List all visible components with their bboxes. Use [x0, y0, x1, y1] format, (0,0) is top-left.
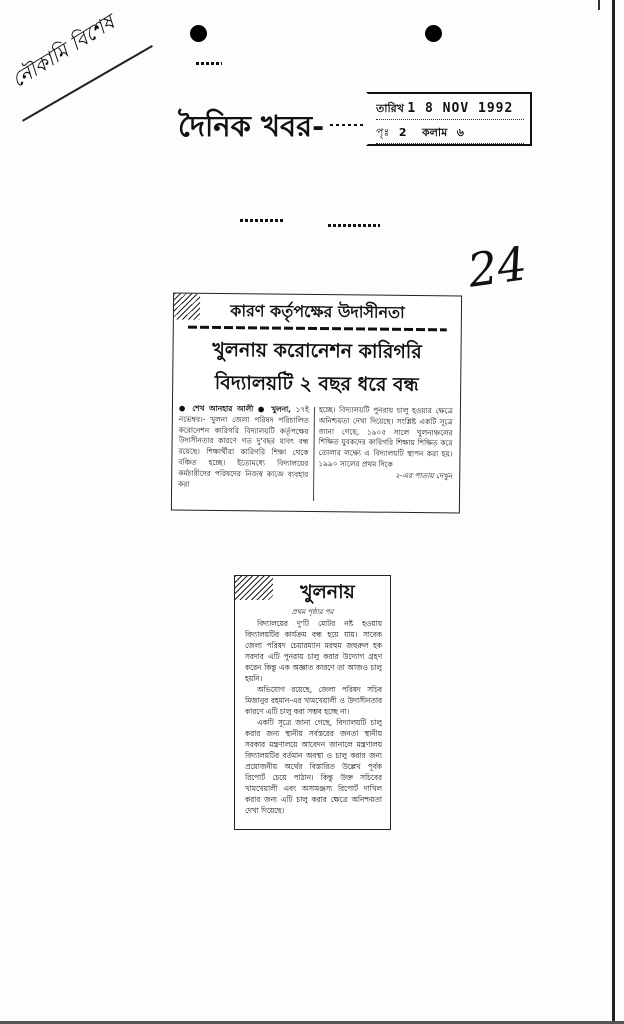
stamp-leader: [330, 124, 366, 126]
news-clipping-main: [171, 292, 462, 513]
headline-line-1: খুলনায় করোনেশন কারিগরি: [212, 338, 422, 364]
stamp-date-value: 1 8 NOV 1992: [407, 101, 514, 116]
punch-hole-left: [190, 25, 207, 42]
from-first-page-note: প্রথম পৃষ্ঠার পর: [291, 608, 334, 616]
punch-hole-right: [425, 25, 442, 42]
stamp-page-row: [376, 124, 524, 144]
stamp-date-label: তারিখ: [376, 102, 404, 115]
column-2-text: হচ্ছে। বিদ্যালয়টি পুনরায় চালু হওয়ার ক্ষেত্রে অনিশ্চয়তা দেখা দিয়েছে। সংশ্লিষ্ট একটি সূত্রে জানা গেছে, ১৯০৫ সালে খুলনাঞ্চলের শিক্ষিত যুবকদের কারিগরি শিক্ষায় শিক্ষিত করে তোলার লক্ষ্যে এ বিদ্যালয়টি স্থাপন করা হয়। ১৯৯০ সালের প্রথম দিকে: [318, 405, 453, 469]
column-1-text: ১৭ই নভেম্বর।- খুলনা জেলা পরিষদ পরিচালিত করোনেশন কারিগরি বিদ্যালয়টি কর্তৃপক্ষের উদাসীনতার কারণে গত দু'বছর যাবৎ বন্ধ রয়েছে। শিক্ষার্থীরা কারিগরি শিক্ষা থেকে বঞ্চিত হচ্ছে। ইতোমধ্যে বিদ্যালয়ের কর্মচারীদের পরিষদের নিজস্ব কাজে ব্যবহার করা: [178, 404, 309, 489]
continuation-paragraph: একটি সূত্রে জানা গেছে, বিদ্যালয়টি চালু করার জন্য স্থানীয় সর্বস্তরের জনতা স্থানীয় সরকার মন্ত্রণালয়ে আবেদন জানালে মন্ত্রণালয় বিদ্যালয়টির বর্তমান অবস্থা ও চালু করার জন্য প্রয়োজনীয় অর্থের বিস্তারিত উল্লেখ পূর্বক রিপোর্ট চেয়ে পাঠান। কিন্তু উক্ত সচিবের খামখেয়ালী এবং অসামঞ্জস্য রিপোর্ট দাখিল করার জন্য এটি চালু করার ক্ষেত্রে অনিশ্চয়তা দেখা দিয়েছে।: [245, 718, 382, 815]
page-edge-mark: [598, 0, 600, 10]
stamp-page-value: 2: [398, 126, 407, 139]
continuation-body: [245, 618, 382, 828]
continuation-paragraph: বিদ্যালয়ের দু'টি মোটর নষ্ট হওয়ায় বিদ্যালয়টির কার্যক্রম বন্ধ হয়ে যায়। সাবেক জেলা পরিষদ চেয়ারম্যান মরহুম জহুরুল হক সরদার এটি পুনরায় চালু করার উদ্যোগ গ্রহণ করেন কিন্তু এক অজ্ঞাত কারণে তা আজও চালু হয়নি।: [245, 619, 382, 683]
scan-mark: [240, 219, 285, 222]
stamp-date-row: [376, 100, 524, 120]
headline-line-2: বিদ্যালয়টি ২ বছর ধরে বন্ধ: [214, 371, 419, 397]
scan-mark: [196, 62, 222, 65]
stamp-column-label: কলাম: [422, 126, 448, 139]
article-column-2: [318, 405, 453, 510]
column-divider: [313, 407, 315, 501]
continuation-headline: খুলনায়: [300, 581, 355, 603]
date-stamp: [366, 92, 532, 146]
article-byline: ● শেখ আনহার আলী ● খুলনা,: [178, 403, 292, 414]
continued-note: ২-এর পাতায় দেখুন: [394, 470, 453, 481]
news-clipping-continuation: [234, 575, 391, 830]
stamp-page-label: পৃঃ: [376, 126, 390, 139]
handwritten-page-number: 24: [464, 236, 531, 298]
stamp-column-value: ৬: [456, 126, 464, 139]
scan-mark: [328, 224, 380, 227]
continuation-paragraph: অভিযোগ রয়েছে, জেলা পরিষদ সচিব মিজানুর রহমান-এর খামখেয়ালী ও উদাসীনতার কারণে এটি চালু করা সম্ভব হচ্ছে না।: [245, 685, 382, 716]
handwritten-topic-note: নৌকামি বিশেষ: [7, 9, 119, 93]
article-headline: [177, 334, 457, 403]
article-kicker: কারণ কর্তৃপক্ষের উদাসীনতা: [230, 301, 405, 322]
clipping-corner-hatch: [235, 576, 273, 600]
article-column-1: [178, 404, 309, 497]
newspaper-name: দৈনিক খবর-: [178, 109, 325, 143]
page-edge-right: [612, 0, 615, 1024]
